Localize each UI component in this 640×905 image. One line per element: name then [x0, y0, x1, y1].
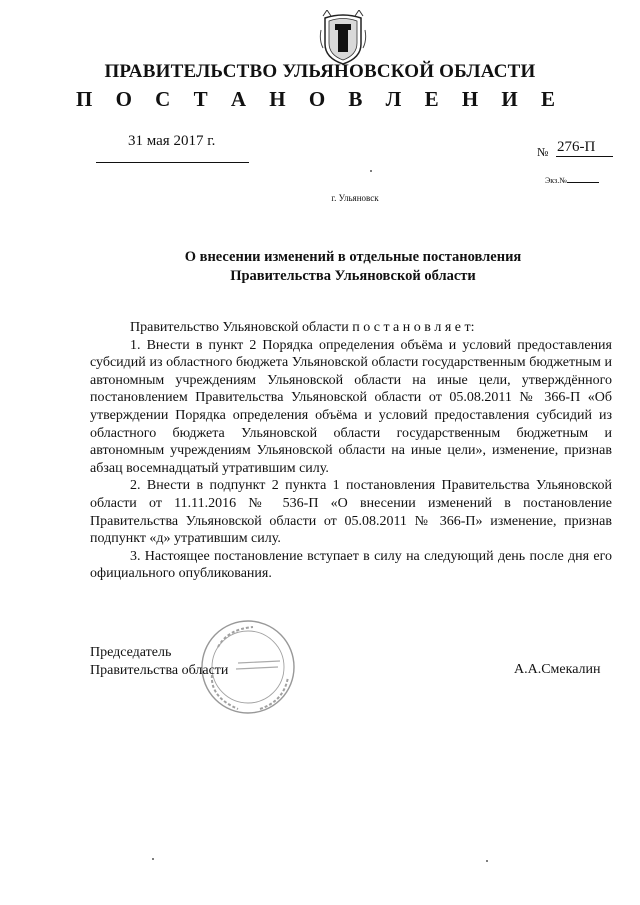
organization-name: ПРАВИТЕЛЬСТВО УЛЬЯНОВСКОЙ ОБЛАСТИ	[104, 61, 536, 82]
copy-number	[545, 174, 599, 185]
signatory-role-line-2: Правительства области	[90, 663, 229, 678]
signatory-role	[90, 644, 228, 680]
document-number: 276-П	[556, 138, 613, 157]
document-body	[90, 319, 612, 583]
signatory-role-line-1: Председатель	[90, 645, 172, 660]
document-type: П О С Т А Н О В Л Е Н И Е	[75, 87, 564, 111]
item-2-paragraph: 2. Внести в подпункт 2 пункта 1 постановления Правительства Ульяновской области от 11.11.2016 № 536-П «О внесении изменений в постановление Правительства Ульяновской области от 05.08.2011 № 366-П» изменение, признав подпункт «д» утратившим силу.	[90, 478, 612, 547]
title-line-2: Правительства Ульяновской области	[230, 268, 476, 284]
item-3-paragraph: 3. Настоящее постановление вступает в силу на следующий день после дня его официального опубликования.	[90, 548, 612, 582]
intro-paragraph: Правительство Ульяновской области п о с т а н о в л я е т:	[130, 320, 475, 335]
document-title	[0, 248, 640, 286]
date-underline	[96, 162, 249, 163]
title-line-1: О внесении изменений в отдельные постановления	[184, 249, 522, 265]
signatory-name: А.А.Смекалин	[514, 662, 601, 677]
city: г. Ульяновск	[331, 193, 379, 203]
number-prefix: №	[537, 145, 549, 159]
document-date: 31 мая 2017 г.	[128, 133, 216, 149]
copy-number-blank	[567, 174, 599, 183]
coat-of-arms-emblem	[319, 10, 367, 65]
copy-label: Экз.№	[545, 176, 567, 185]
item-1-paragraph: 1. Внести в пункт 2 Порядка определения объёма и условий предоставления субсидий из областного бюджета Ульяновской области государственным бюджетным и автономным учреждениям Ульяновской области на иные цели, утверждённого постановлением Правительства Ульяновской области от 05.08.2011 № 366-П «Об утверждении Порядка определения объёма и условий предоставления субсидий из областного бюджета Ульяновской области государственным бюджетным и автономным учреждениям Ульяновской области на иные цели», изменение, признав абзац восемнадцатый утратившим силу.	[90, 337, 612, 476]
scan-speck	[486, 860, 488, 862]
scan-speck	[370, 170, 372, 172]
scan-speck	[152, 858, 154, 860]
